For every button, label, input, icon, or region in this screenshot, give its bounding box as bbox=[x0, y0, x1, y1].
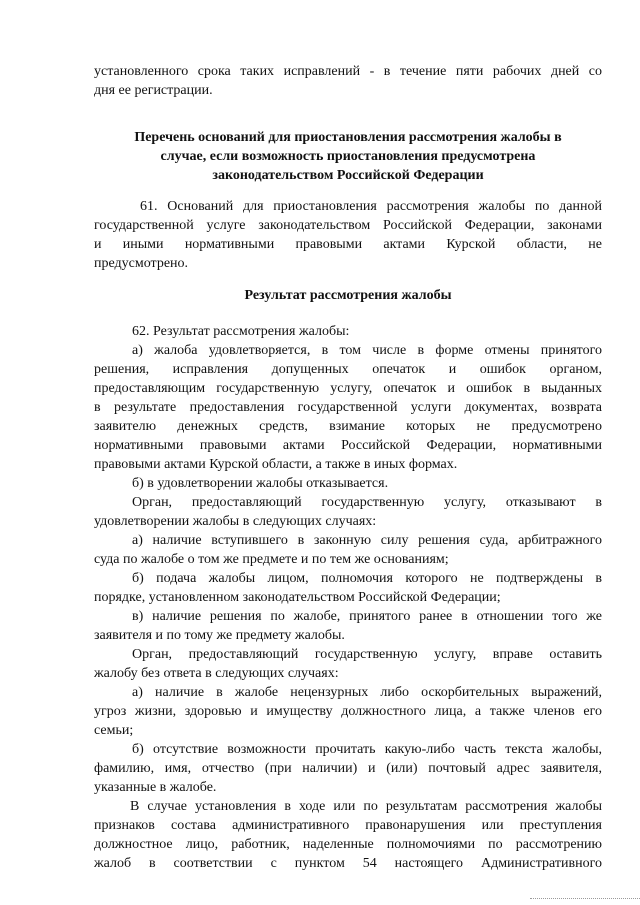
paragraph-62-line-23: б) отсутствие возможности прочитать какую-либо часть текста жалобы, bbox=[132, 742, 602, 757]
paragraph-62-line-21: угроз жизни, здоровью и имуществу должностного лица, а также членов его bbox=[94, 704, 602, 719]
paragraph-62-line-3: решения, исправления допущенных опечаток и ошибок органом, bbox=[94, 362, 602, 377]
section-heading-suspension-3: законодательством Российской Федерации bbox=[212, 168, 484, 183]
paragraph-61-line-1: 61. Оснований для приостановления рассмотрения жалобы по данной bbox=[140, 199, 602, 214]
paragraph-62-line-18: Орган, предоставляющий государственную услугу, вправе оставить bbox=[132, 647, 602, 662]
paragraph-62-line-20: а) наличие в жалобе нецензурных либо оскорбительных выражений, bbox=[132, 685, 602, 700]
paragraph-61-line-2: государственной услуге законодательством Российской Федерации, законами bbox=[94, 218, 602, 233]
paragraph-62-line-24: фамилию, имя, отчество (при наличии) и (или) почтовый адрес заявителя, bbox=[94, 761, 602, 776]
intro-line-1: установленного срока таких исправлений - в течение пяти рабочих дней со bbox=[94, 64, 602, 79]
paragraph-62-line-13: суда по жалобе о том же предмете и по тем же основаниям; bbox=[94, 552, 449, 567]
section-heading-suspension-1: Перечень оснований для приостановления рассмотрения жалобы в bbox=[134, 130, 562, 145]
paragraph-62-line-11: удовлетворении жалобы в следующих случаях: bbox=[94, 514, 377, 529]
paragraph-62-line-27: признаков состава административного правонарушения или преступления bbox=[94, 818, 602, 833]
paragraph-62-line-8: правовыми актами Курской области, а также в иных формах. bbox=[94, 457, 458, 472]
paragraph-62-line-4: предоставляющим государственную услугу, опечаток и ошибок в выданных bbox=[94, 381, 602, 396]
paragraph-62-line-9: б) в удовлетворении жалобы отказывается. bbox=[132, 476, 389, 491]
paragraph-62-line-15: порядке, установленном законодательством Российской Федерации; bbox=[94, 590, 501, 605]
scan-edge-mark bbox=[530, 898, 640, 905]
paragraph-62-line-16: в) наличие решения по жалобе, принятого ранее в отношении того же bbox=[132, 609, 602, 624]
section-heading-result: Результат рассмотрения жалобы bbox=[244, 288, 452, 303]
paragraph-62-line-19: жалобу без ответа в следующих случаях: bbox=[94, 666, 339, 681]
paragraph-62-line-5: в результате предоставления государственной услуги документах, возврата bbox=[94, 400, 602, 415]
paragraph-62-line-2: а) жалоба удовлетворяется, в том числе в форме отмены принятого bbox=[132, 343, 602, 358]
paragraph-62-line-12: а) наличие вступившего в законную силу решения суда, арбитражного bbox=[132, 533, 602, 548]
paragraph-62-line-17: заявителя и по тому же предмету жалобы. bbox=[94, 628, 345, 643]
intro-line-2: дня ее регистрации. bbox=[94, 83, 213, 98]
paragraph-62-line-1: 62. Результат рассмотрения жалобы: bbox=[132, 324, 350, 339]
paragraph-61-line-3: и иными нормативными правовыми актами Курской области, не bbox=[94, 237, 602, 252]
paragraph-62-line-14: б) подача жалобы лицом, полномочия которого не подтверждены в bbox=[132, 571, 602, 586]
paragraph-62-line-22: семьи; bbox=[94, 723, 134, 738]
paragraph-62-line-7: нормативными правовыми актами Российской Федерации, нормативными bbox=[94, 438, 602, 453]
paragraph-62-line-25: указанные в жалобе. bbox=[94, 780, 217, 795]
paragraph-62-line-28: должностное лицо, работник, наделенные полномочиями по рассмотрению bbox=[94, 837, 602, 852]
section-heading-suspension-2: случае, если возможность приостановления предусмотрена bbox=[160, 149, 536, 164]
paragraph-62-line-10: Орган, предоставляющий государственную услугу, отказывают в bbox=[132, 495, 602, 510]
paragraph-61-line-4: предусмотрено. bbox=[94, 256, 189, 271]
paragraph-62-line-26: В случае установления в ходе или по результатам рассмотрения жалобы bbox=[130, 799, 602, 814]
paragraph-62-line-6: заявителю денежных средств, взимание которых не предусмотрено bbox=[94, 419, 602, 434]
paragraph-62-line-29: жалоб в соответствии с пунктом 54 настоящего Административного bbox=[94, 856, 602, 871]
